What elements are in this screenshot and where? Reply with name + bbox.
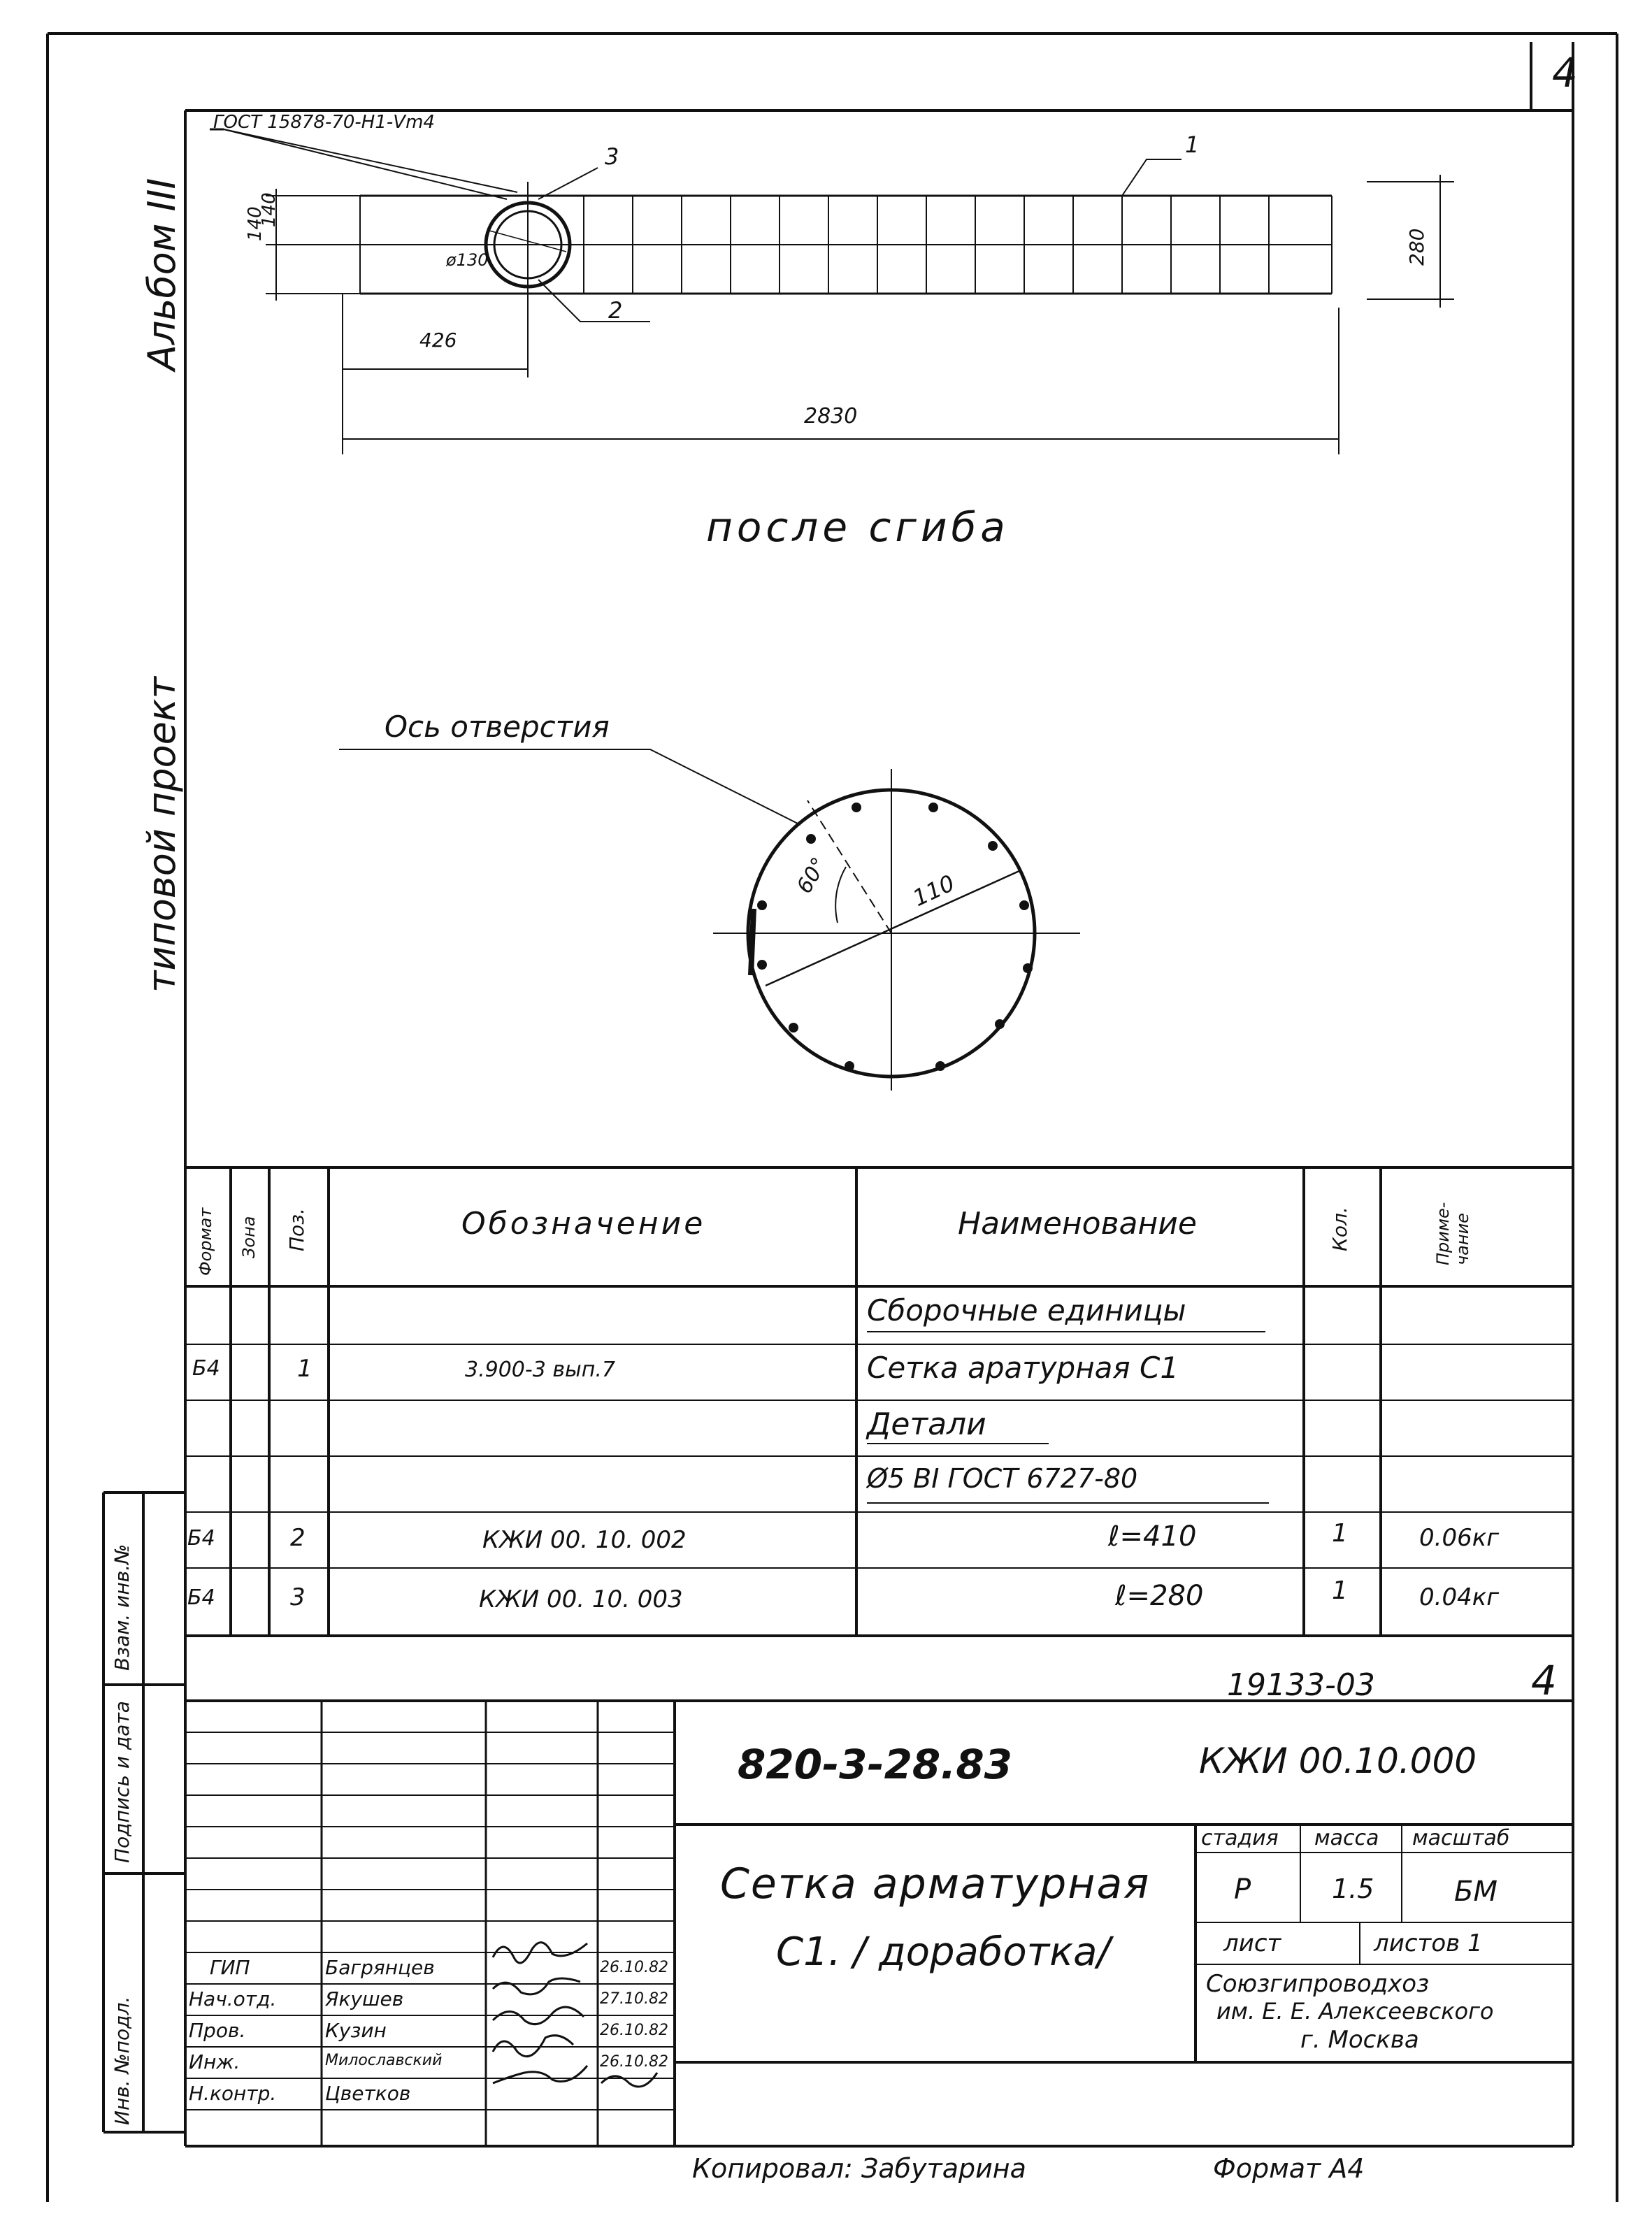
row1-name: Сборочные единицы [867, 1293, 1186, 1328]
staff-name-2: Якушев [325, 1987, 404, 2010]
section-view [339, 749, 1080, 1091]
gost-note: ГОСТ 15878-70-Н1-Vm4 [213, 112, 435, 133]
row3-name: Детали [867, 1407, 986, 1442]
staff-name-4: Милославский [325, 2052, 443, 2069]
title-line2: С1. / доработка/ [776, 1929, 1111, 1975]
row6-note: 0.04кг [1419, 1583, 1500, 1611]
row5-format: Б4 [187, 1526, 215, 1551]
header-name: Наименование [958, 1206, 1197, 1242]
angle-label: 60° [792, 853, 833, 898]
copied-by: Копировал: Забутарина [692, 2153, 1026, 2184]
dim-140-b: 140 [259, 192, 280, 227]
project-type-label: типовой проект [140, 677, 184, 993]
header-zone: Зона [239, 1216, 259, 1258]
header-format: Формат [196, 1207, 215, 1276]
row5-name: ℓ=410 [1108, 1520, 1197, 1553]
stage-label: стадия [1201, 1826, 1279, 1850]
header-note: Приме-чание [1433, 1202, 1472, 1265]
staff-date-1: 26.10.82 [600, 1959, 668, 1976]
inv-podl-label: Инв. №подл. [110, 1996, 134, 2125]
row6-qty: 1 [1332, 1576, 1348, 1605]
staff-role-1: ГИП [210, 1956, 250, 1979]
staff-name-5: Цветков [325, 2082, 411, 2105]
dim-280: 280 [1405, 228, 1428, 266]
copy-number: 19133-03 [1227, 1667, 1375, 1703]
sheet-mark: 4 [1531, 1657, 1557, 1704]
album-label: Альбом III [140, 178, 184, 371]
sheets-label: листов 1 [1374, 1929, 1483, 1957]
leader-label-1: 1 [1185, 131, 1200, 158]
row5-designation: КЖИ 00. 10. 002 [482, 1526, 687, 1554]
staff-name-1: Багрянцев [325, 1956, 435, 1979]
staff-date-3: 26.10.82 [600, 2022, 668, 2039]
inv-zam-label: Взам. инв.№ [110, 1544, 134, 1671]
radius-label: 110 [908, 869, 959, 912]
caption-after-bend: после сгиба [706, 503, 1010, 551]
dim-426: 426 [419, 329, 457, 352]
dim-d130: ø130 [446, 250, 489, 270]
row6-format: Б4 [187, 1585, 215, 1610]
row6-pos: 3 [290, 1583, 306, 1611]
row2-pos: 1 [297, 1355, 313, 1383]
header-qty: Кол. [1328, 1207, 1351, 1251]
org-line1: Союзгипроводхоз [1206, 1970, 1430, 1998]
project-code: 820-3-28.83 [738, 1741, 1013, 1788]
row5-pos: 2 [290, 1524, 306, 1552]
stage-value: Р [1234, 1873, 1251, 1906]
leader-label-3: 3 [605, 143, 619, 170]
header-pos: Поз. [285, 1208, 308, 1251]
dim-140-a: 140 [245, 206, 266, 241]
page-number: 4 [1552, 49, 1578, 96]
row2-name: Сетка аратурная С1 [867, 1351, 1179, 1385]
row5-qty: 1 [1332, 1519, 1348, 1548]
doc-code: КЖИ 00.10.000 [1199, 1741, 1477, 1781]
axis-note: Ось отверстия [385, 710, 610, 744]
staff-role-4: Инж. [189, 2050, 240, 2073]
format-label: Формат А4 [1213, 2153, 1365, 2184]
staff-name-3: Кузин [325, 2019, 387, 2042]
row6-designation: КЖИ 00. 10. 003 [479, 1585, 683, 1613]
sheet-label: лист [1223, 1929, 1281, 1957]
row5-note: 0.06кг [1419, 1524, 1500, 1552]
org-line2: им. Е. Е. Алексеевского [1216, 1998, 1494, 2024]
org-line3: г. Москва [1300, 2026, 1419, 2054]
row4-name: Ø5 BI ГОСТ 6727-80 [867, 1463, 1138, 1494]
mass-label: масса [1314, 1826, 1379, 1850]
scale-label: масштаб [1412, 1826, 1510, 1850]
staff-role-2: Нач.отд. [189, 1987, 277, 2010]
mass-value: 1.5 [1332, 1873, 1374, 1904]
spec-table-grid [185, 1167, 1573, 1636]
header-designation: Обозначение [461, 1206, 706, 1242]
leader-label-2: 2 [608, 297, 623, 324]
title-line1: Сетка арматурная [720, 1859, 1151, 1908]
staff-date-4: 26.10.82 [600, 2053, 668, 2071]
row6-name: ℓ=280 [1115, 1580, 1204, 1612]
podpis-label: Подпись и дата [110, 1701, 134, 1863]
scale-value: БМ [1454, 1876, 1497, 1908]
staff-role-5: Н.контр. [189, 2082, 277, 2105]
staff-date-2: 27.10.82 [600, 1990, 668, 2008]
row2-format: Б4 [192, 1356, 220, 1381]
row2-designation: 3.900-3 вып.7 [465, 1358, 615, 1382]
staff-role-3: Пров. [189, 2019, 246, 2042]
dim-2830: 2830 [804, 404, 858, 429]
